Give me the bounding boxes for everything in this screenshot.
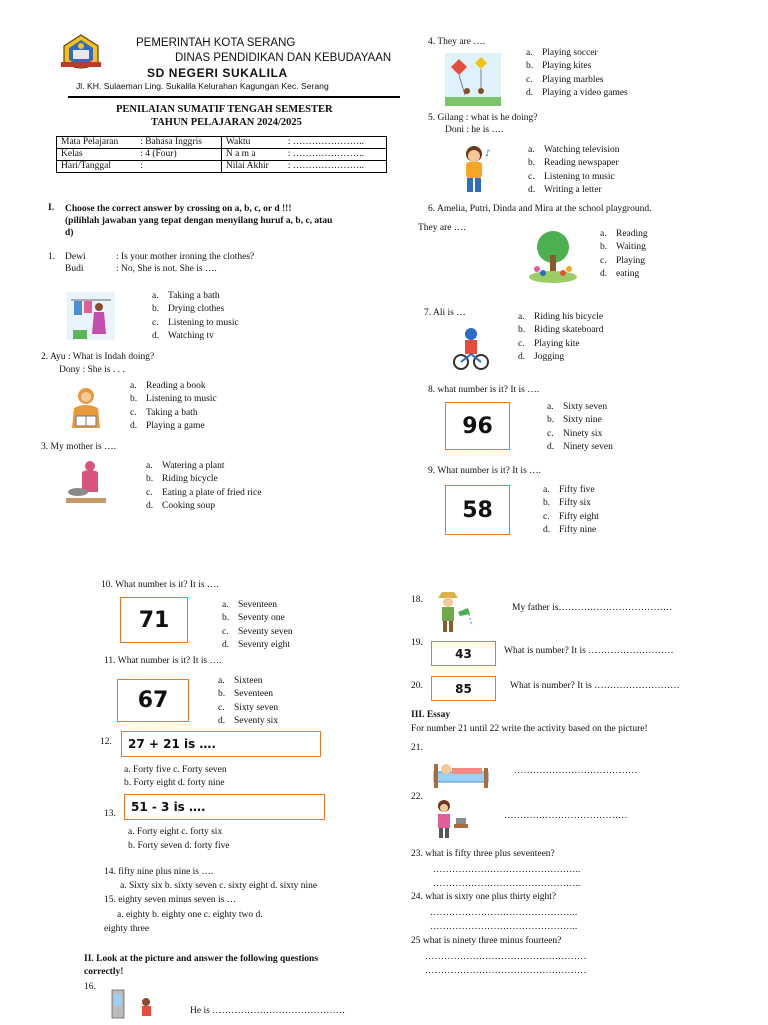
q11-option-c[interactable]: c. Sixty seven — [218, 702, 279, 713]
q11-option-b[interactable]: b. Seventeen — [218, 689, 274, 700]
q2-picture — [62, 382, 114, 434]
q9-option-a[interactable]: a. Fifty five — [543, 485, 595, 495]
section2-line2: correctly! — [84, 967, 124, 977]
q9-number-box: 58 — [445, 485, 510, 535]
q14-options[interactable]: a. Sixty six b. sixty seven c. sixty eight d. sixty nine — [120, 881, 318, 891]
value-time[interactable]: : ………………….. — [284, 137, 387, 149]
exam-title: PENILAIAN SUMATIF TENGAH SEMESTER — [116, 104, 333, 115]
q13-options-row1[interactable]: a. Forty eight c. forty six — [128, 827, 223, 837]
q4-picture — [445, 53, 501, 106]
q13-num: 13. — [104, 809, 116, 819]
q8-line1: 8. what number is it? It is …. — [428, 385, 540, 395]
q1-option-b[interactable]: b. Drying clothes — [152, 304, 225, 315]
q15-options[interactable]: a. eighty b. eighty one c. eighty two d. — [117, 910, 263, 920]
q9-line1: 9. What number is it? It is …. — [428, 466, 542, 476]
q6-line1: 6. Amelia, Putri, Dinda and Mira at the school playground. — [428, 204, 652, 214]
q22-num: 22. — [411, 792, 423, 802]
q1-line1: : Is your mother ironing the clothes? — [116, 252, 255, 262]
label-score: Nilai Akhir — [221, 161, 283, 173]
q9-option-c[interactable]: c. Fifty eight — [543, 511, 599, 522]
section1-line1: Choose the correct answer by crossing on a, b, c, or d !!! — [65, 204, 292, 214]
label-time: Waktu — [221, 137, 283, 149]
q18-picture — [430, 590, 476, 634]
q23-question: 23. what is fifty three plus seventeen? — [411, 849, 555, 859]
q23-answer-line1[interactable]: ……………………………………….. — [433, 865, 581, 875]
header-rule — [68, 96, 400, 98]
q8-option-d[interactable]: d. Ninety seven — [547, 441, 613, 452]
q19-number-box: 43 — [431, 641, 496, 666]
section1-num: I. — [48, 203, 55, 213]
q18-num: 18. — [411, 595, 423, 605]
q5-line2: Doni : he is …. — [445, 125, 504, 135]
q10-option-b[interactable]: b. Seventy one — [222, 613, 285, 624]
q15-line1: 15. eighty seven minus seven is … — [104, 895, 237, 905]
section2-line1: II. Look at the picture and answer the following questions — [84, 954, 319, 964]
value-score: : ………………….. — [284, 161, 387, 173]
svg-text:♪: ♪ — [485, 149, 491, 159]
q5-option-a[interactable]: a. Watching television — [528, 145, 620, 155]
q10-option-c[interactable]: c. Seventy seven — [222, 626, 293, 637]
q10-option-a[interactable]: a. Seventeen — [222, 600, 278, 610]
q19-num: 19. — [411, 638, 423, 648]
q12-num: 12. — [100, 737, 112, 747]
q12-options-row2[interactable]: b. Forty eight d. forty nine — [124, 778, 225, 788]
value-name[interactable]: : ………………….. — [284, 149, 387, 161]
q1-options — [152, 290, 239, 343]
q5-option-c[interactable]: c. Listening to music — [528, 171, 615, 182]
value-class: : 4 (Four) — [136, 149, 221, 161]
q10-option-d[interactable]: d. Seventy eight — [222, 639, 290, 650]
q20-number-box: 85 — [431, 676, 496, 701]
info-table — [56, 136, 387, 173]
q2-option-c[interactable]: c. Taking a bath — [130, 407, 198, 418]
q8-number-box: 96 — [445, 402, 510, 450]
q21-picture — [432, 758, 490, 790]
q3-line1: 3. My mother is …. — [41, 442, 116, 452]
q6-options — [600, 228, 648, 281]
q21-answer[interactable]: ………………………………… — [514, 766, 638, 776]
q1-line2: : No, She is not. She is …. — [116, 264, 217, 274]
q3-option-d[interactable]: d. Cooking soup — [146, 500, 216, 511]
q13-options-row2[interactable]: b. Forty seven d. forty five — [128, 841, 230, 851]
q10-line1: 10. What number is it? It is …. — [101, 580, 219, 590]
q5-options — [528, 144, 619, 197]
q21-num: 21. — [411, 743, 423, 753]
q3-option-a[interactable]: a. Watering a plant — [146, 461, 225, 471]
label-subject: Mata Pelajaran — [57, 137, 137, 149]
q2-line1: 2. Ayu : What is Indah doing? — [41, 352, 155, 362]
q3-picture — [62, 458, 110, 506]
q12-expression-box: 27 + 21 is …. — [121, 731, 321, 757]
q11-number-box: 67 — [117, 679, 189, 722]
label-date: Hari/Tanggal — [57, 161, 137, 173]
section3-title: III. Essay — [411, 710, 451, 720]
q4-option-d[interactable]: d. Playing a video games — [526, 87, 628, 98]
value-subject: : Bahasa Inggris — [136, 137, 221, 149]
q20-num: 20. — [411, 681, 423, 691]
q5-line1: 5. Gilang : what is he doing? — [428, 113, 538, 123]
section3-instruction: For number 21 until 22 write the activity based on the picture! — [411, 724, 648, 734]
value-date[interactable]: : — [136, 161, 221, 173]
q15-options-cont: eighty three — [104, 924, 150, 934]
q6-option-a[interactable]: a. Reading — [600, 229, 648, 239]
q6-option-d[interactable]: d. eating — [600, 268, 640, 279]
exam-year: TAHUN PELAJARAN 2024/2025 — [151, 117, 302, 128]
q4-option-b[interactable]: b. Playing kites — [526, 61, 592, 72]
q19-answer[interactable]: What is number? It is ……………………… — [504, 646, 674, 656]
q9-option-d[interactable]: d. Fifty nine — [543, 524, 597, 535]
q1-num: 1. — [48, 252, 56, 262]
q11-line1: 11. What number is it? It is …. — [104, 656, 222, 666]
q4-option-a[interactable]: a. Playing soccer — [526, 48, 598, 58]
q2-line2: Dony : She is . . . — [59, 365, 125, 375]
label-name: N a m a — [221, 149, 283, 161]
q7-option-d[interactable]: d. Jogging — [518, 351, 565, 362]
q7-option-a[interactable]: a. Riding his bicycle — [518, 312, 604, 322]
q4-option-c[interactable]: c. Playing marbles — [526, 74, 604, 85]
q1-speaker1: Dewi — [65, 252, 86, 262]
q7-options — [518, 311, 603, 364]
q3-option-c[interactable]: c. Eating a plate of fried rice — [146, 487, 262, 498]
q12-options-row1[interactable]: a. Forty five c. Forty seven — [124, 765, 227, 775]
q3-option-b[interactable]: b. Riding bicycle — [146, 474, 218, 485]
q16-num: 16. — [84, 982, 96, 992]
q14-line1: 14. fifty nine plus nine is …. — [104, 867, 214, 877]
q20-answer[interactable]: What is number? It is ……………………… — [510, 681, 680, 691]
q4-options — [526, 47, 628, 100]
q7-option-c[interactable]: c. Playing kite — [518, 338, 580, 349]
q6-option-c[interactable]: c. Playing — [600, 255, 646, 266]
q7-picture — [453, 326, 489, 372]
q24-answer-line2[interactable]: ……………………………………….. — [430, 922, 578, 932]
q23-answer-line2[interactable]: ……………………………………….. — [433, 879, 581, 889]
q1-option-a[interactable]: a. Taking a bath — [152, 291, 220, 301]
q7-option-b[interactable]: b. Riding skateboard — [518, 325, 604, 336]
q25-question: 25 what is ninety three minus fourteen? — [411, 936, 562, 946]
q10-number-box: 71 — [120, 597, 188, 643]
q24-answer-line1[interactable]: ……………………………………….. — [430, 908, 578, 918]
q6-line2: They are …. — [418, 223, 466, 233]
q16-picture — [110, 988, 158, 1022]
q24-question: 24. what is sixty one plus thirty eight? — [411, 892, 557, 902]
q4-line1: 4. They are …. — [428, 37, 486, 47]
q5-option-b[interactable]: b. Reading newspaper — [528, 158, 619, 169]
q11-option-d[interactable]: d. Seventy six — [218, 715, 279, 726]
q8-options — [547, 401, 613, 454]
q9-option-b[interactable]: b. Fifty six — [543, 498, 591, 509]
label-class: Kelas — [57, 149, 137, 161]
school-logo — [58, 32, 104, 74]
q10-options — [222, 599, 293, 652]
q11-option-a[interactable]: a. Sixteen — [218, 676, 263, 686]
school-name: SD NEGERI SUKALILA — [147, 66, 288, 80]
section1-line3: d) — [65, 228, 74, 238]
q8-option-b[interactable]: b. Sixty nine — [547, 415, 602, 426]
q2-option-b[interactable]: b. Listening to music — [130, 394, 217, 405]
q13-expression-box: 51 - 3 is …. — [124, 794, 325, 820]
q9-options — [543, 484, 599, 537]
q22-answer[interactable]: ………………………………… — [504, 811, 628, 821]
q2-option-d[interactable]: d. Playing a game — [130, 420, 205, 431]
header-line2: DINAS PENDIDIKAN DAN KEBUDAYAAN — [175, 52, 392, 64]
q1-option-d[interactable]: d. Watching tv — [152, 330, 214, 341]
q5-option-d[interactable]: d. Writing a letter — [528, 184, 602, 195]
q1-option-c[interactable]: c. Listening to music — [152, 317, 239, 328]
school-address: Jl. KH. Sulaeman Ling. Sukalila Kelurahan Kagungan Kec. Serang — [76, 81, 329, 91]
q5-picture — [454, 142, 496, 194]
q16-answer[interactable]: He is …………………………………… — [190, 1006, 346, 1016]
q8-option-a[interactable]: a. Sixty seven — [547, 402, 608, 412]
q22-picture — [430, 798, 472, 840]
q25-answer-line1[interactable]: …………………………………………… — [425, 952, 587, 962]
q3-options — [146, 460, 261, 513]
q1-picture — [65, 290, 117, 342]
q25-answer-line2[interactable]: …………………………………………… — [425, 966, 587, 976]
section1-line2: (pilihlah jawaban yang tepat dengan menyilang huruf a, b, c, atau — [65, 216, 333, 226]
q18-answer[interactable]: My father is……………………………… — [512, 603, 673, 613]
q1-speaker2: Budi — [65, 264, 84, 274]
q11-options — [218, 675, 278, 728]
q7-line1: 7. Ali is … — [424, 308, 466, 318]
q6-picture — [527, 229, 579, 284]
section1-instruction — [65, 203, 380, 239]
q2-option-a[interactable]: a. Reading a book — [130, 381, 206, 391]
q2-options — [130, 380, 217, 433]
q6-option-b[interactable]: b. Waiting — [600, 242, 646, 253]
header-line1: PEMERINTAH KOTA SERANG — [136, 37, 296, 49]
q8-option-c[interactable]: c. Ninety six — [547, 428, 603, 439]
